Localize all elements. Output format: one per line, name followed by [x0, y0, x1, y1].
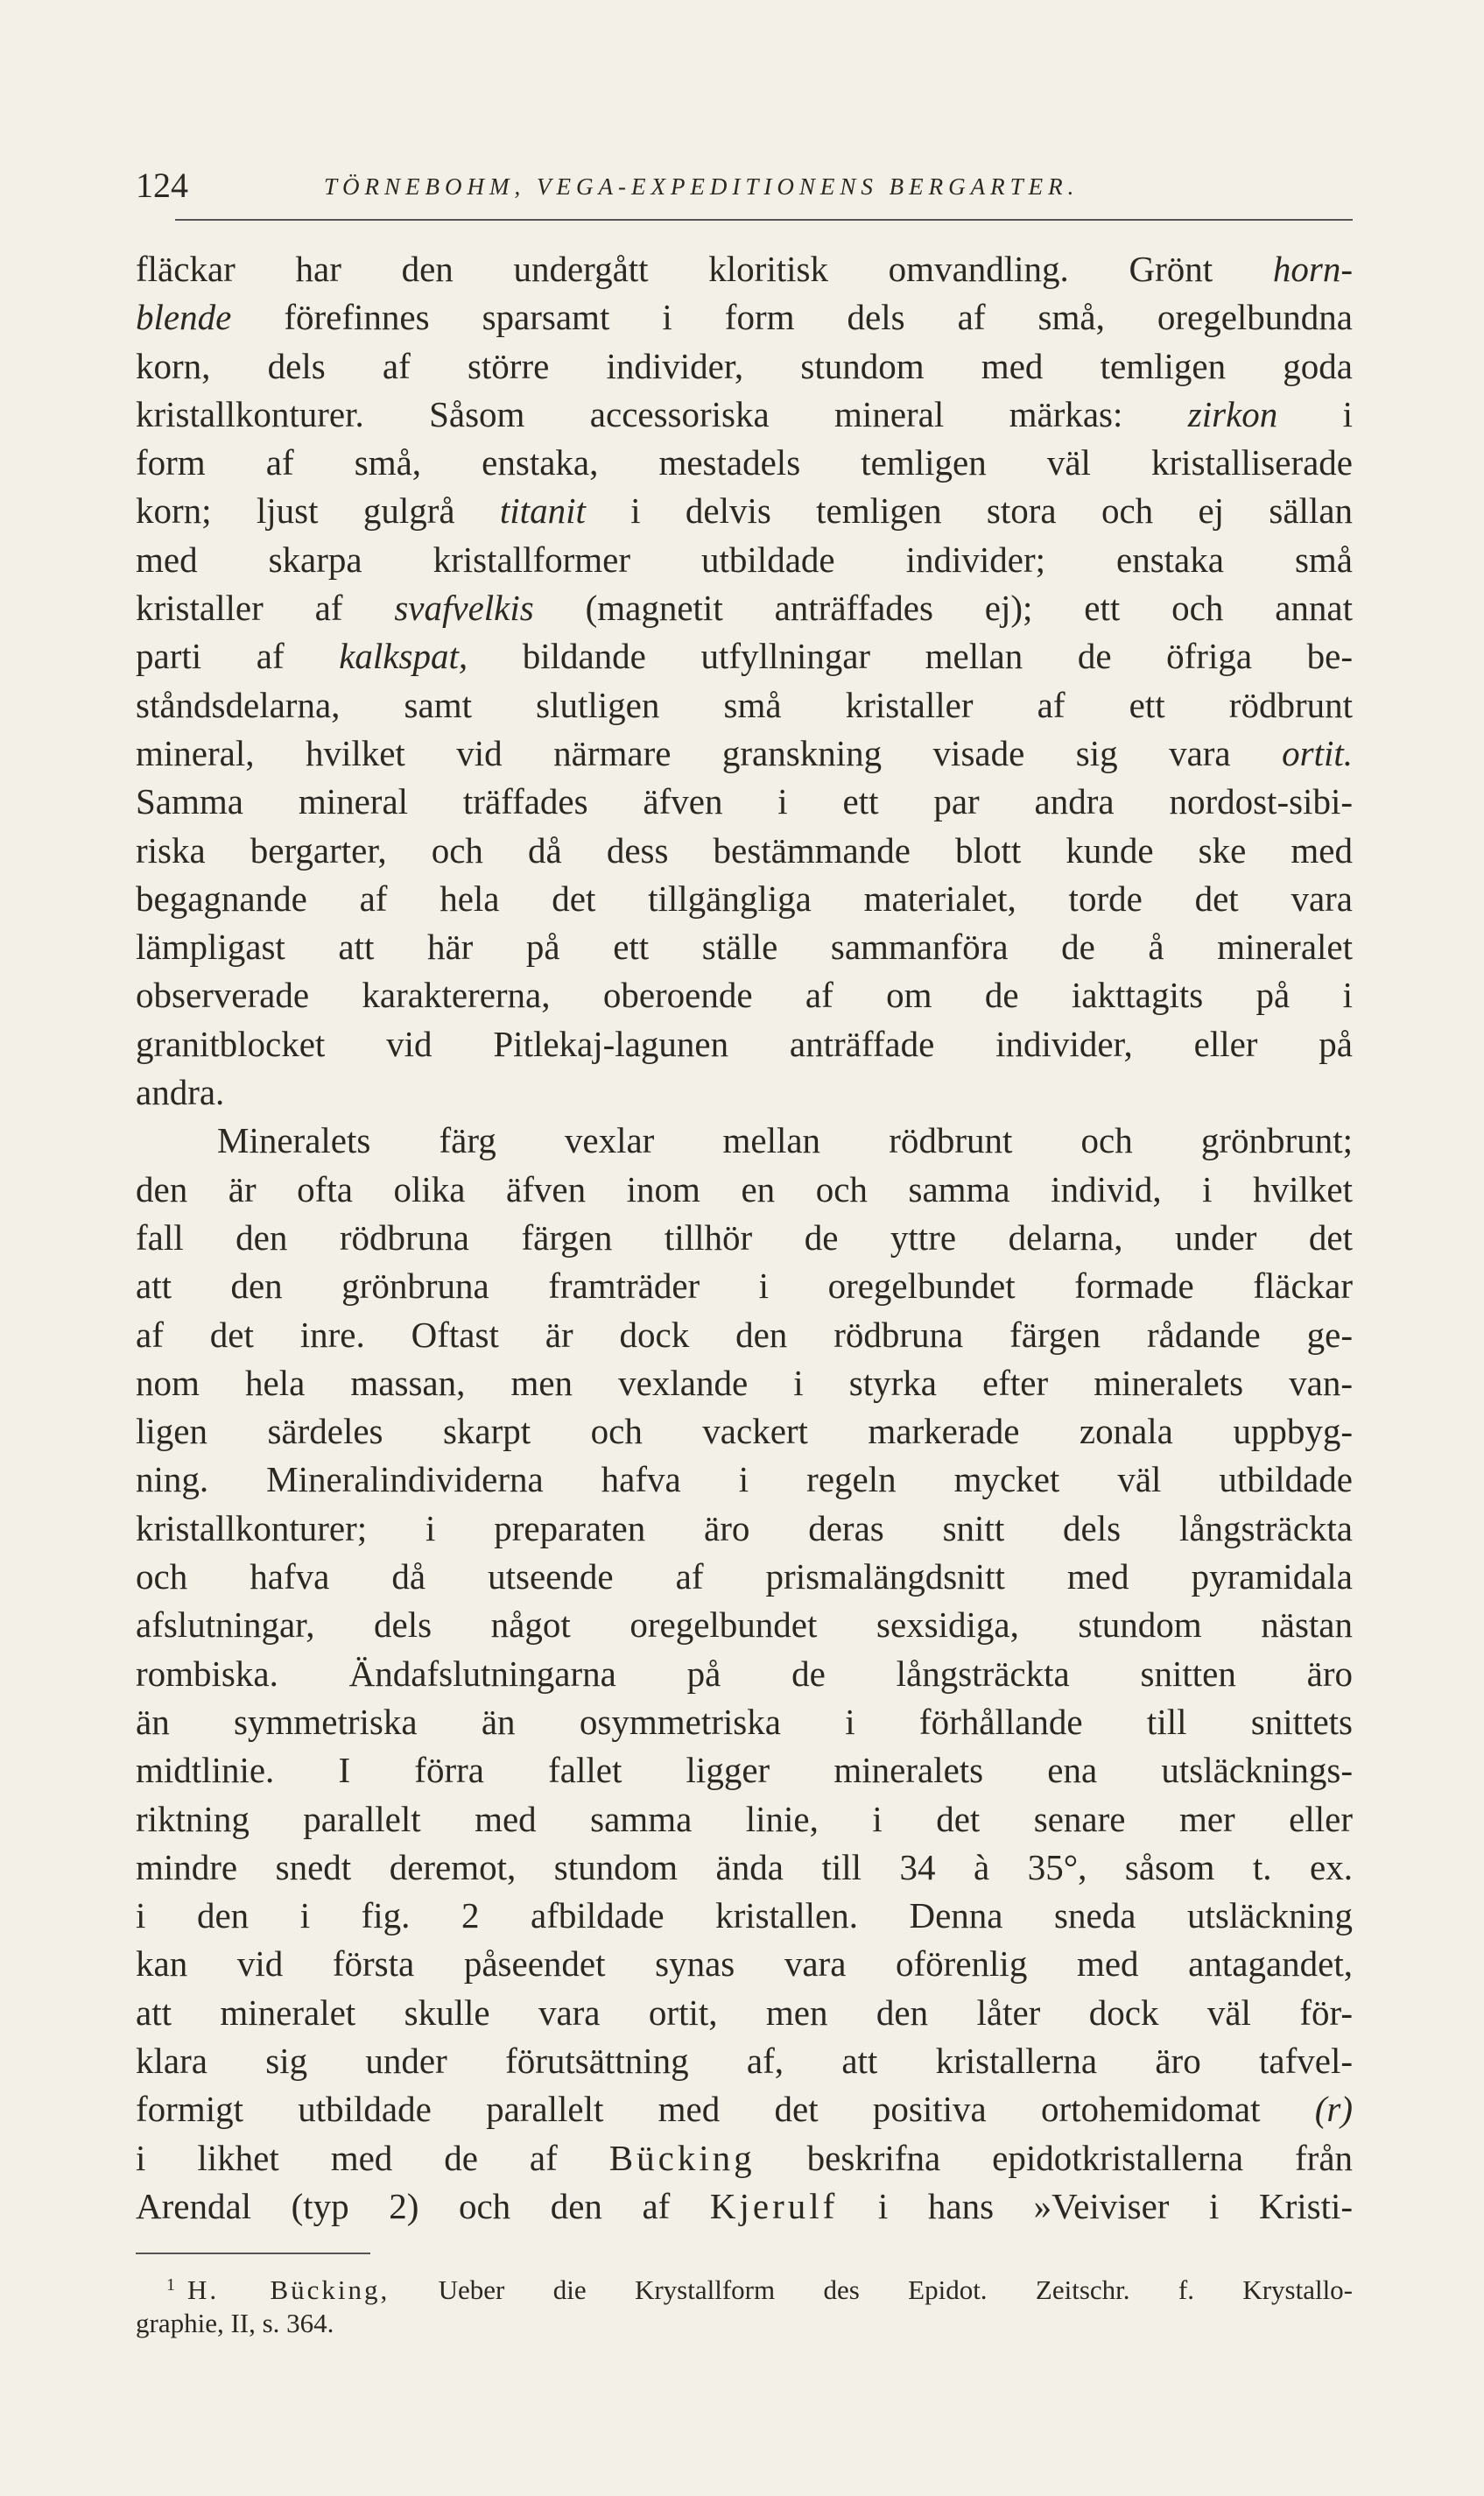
text-line: och hafva då utseende af prismalängdsnitt med pyramidala: [136, 1556, 1353, 1597]
text-line: nom hela massan, men vexlande i styrka efter mineralets van-: [136, 1362, 1353, 1403]
text-line: kan vid första påseendet synas vara oförenlig med antagandet,: [136, 1943, 1353, 1985]
body-text: [136, 245, 1353, 2231]
footnote: [136, 2266, 1353, 2343]
text-line: att mineralet skulle vara ortit, men den låter dock väl för-: [136, 1992, 1353, 2033]
footnote-marker: 1: [166, 2275, 175, 2295]
text-line: af det inre. Oftast är dock den rödbruna färgen rådande ge-: [136, 1314, 1353, 1355]
text-line: i den i fig. 2 afbildade kristallen. Denna sneda utsläckning: [136, 1895, 1353, 1936]
text-line: granitblocket vid Pitlekaj-lagunen anträffade individer, eller på: [136, 1023, 1353, 1064]
text-line: korn; ljust gulgrå titanit i delvis temligen stora och ej sällan: [136, 490, 1354, 532]
text-line: mineral, hvilket vid närmare granskning visade sig vara ortit.: [136, 732, 1353, 773]
text-line: ning. Mineralindividerna hafva i regeln mycket väl utbildade: [136, 1459, 1353, 1500]
text-line: formigt utbildade parallelt med det positiva ortohemidomat (r): [136, 2089, 1353, 2130]
text-line: ligen särdeles skarpt och vackert markerade zonala uppbyg-: [136, 1411, 1353, 1452]
text-line: lämpligast att här på ett ställe sammanföra de å mineralet: [136, 927, 1353, 968]
text-line: i likhet med de af Bücking beskrifna epidotkristallerna från: [136, 2137, 1354, 2178]
footnote-line: $^1$ H. Bücking, Ueber die Krystallform des Epidot. Zeitschr. f. Krystallo-: [166, 2274, 1354, 2305]
text-line: klara sig under förutsättning af, att kristallerna äro tafvel-: [136, 2040, 1353, 2081]
text-line: mindre snedt deremot, stundom ända till 34 à 35°, såsom t. ex.: [136, 1846, 1353, 1887]
paragraph-start-line: Mineralets färg vexlar mellan rödbrunt och grönbrunt;: [217, 1120, 1353, 1161]
text-line: kristallkonturer. Såsom accessoriska mineral märkas: zirkon i: [136, 393, 1354, 434]
text-line: parti af kalkspat, bildande utfyllningar mellan de öfriga be-: [136, 636, 1353, 677]
text-line: form af små, enstaka, mestadels temligen väl kristalliserade: [136, 442, 1353, 483]
text-line: kristaller af svafvelkis (magnetit anträffades ej); ett och annat: [136, 588, 1354, 629]
text-line: rombiska. Ändafslutningarna på de långsträckta snitten äro: [136, 1653, 1353, 1694]
page-number: 124: [136, 166, 188, 205]
text-line: att den grönbruna framträder i oregelbundet formade fläckar: [136, 1266, 1353, 1307]
text-line: afslutningar, dels något oregelbundet sexsidiga, stundom nästan: [136, 1604, 1353, 1646]
text-line: korn, dels af större individer, stundom med temligen goda: [136, 345, 1353, 386]
footnote-rule: [136, 2253, 370, 2254]
text-line: blende förefinnes sparsamt i form dels af små, oregelbundna: [136, 297, 1353, 338]
text-line: andra.: [136, 1072, 225, 1113]
text-line: den är ofta olika äfven inom en och samma individ, i hvilket: [136, 1168, 1353, 1209]
text-line: riska bergarter, och då dess bestämmande blott kunde ske med: [136, 829, 1353, 871]
header-rule: [175, 219, 1353, 221]
text-line: Samma mineral träffades äfven i ett par andra nordost-sibi-: [136, 781, 1353, 822]
text-line: observerade karaktererna, oberoende af om de iakttagits på i: [136, 975, 1353, 1016]
footnote-line: graphie, II, s. 364.: [136, 2308, 334, 2338]
text-line: Arendal (typ 2) och den af Kjerulf i hans »Veiviser i Kristi-: [136, 2185, 1354, 2226]
text-line: ståndsdelarna, samt slutligen små kristaller af ett rödbrunt: [136, 684, 1353, 725]
text-line: midtlinie. I förra fallet ligger mineralets ena utsläcknings-: [136, 1750, 1353, 1791]
text-line: fall den rödbruna färgen tillhör de yttre delarna, under det: [136, 1216, 1353, 1258]
text-line: med skarpa kristallformer utbildade individer; enstaka små: [136, 539, 1353, 580]
text-line: än symmetriska än osymmetriska i förhållande till snittets: [136, 1701, 1353, 1742]
running-head: TÖRNEBOHM, VEGA-EXPEDITIONENS BERGARTER.: [324, 173, 1080, 200]
text-line: kristallkonturer; i preparaten äro deras snitt dels långsträckta: [136, 1507, 1353, 1548]
text-line: riktning parallelt med samma linie, i det senare mer eller: [136, 1798, 1353, 1839]
text-line: begagnande af hela det tillgängliga materialet, torde det vara: [136, 878, 1353, 919]
text-line: fläckar har den undergått kloritisk omvandling. Grönt horn-: [136, 249, 1353, 289]
page-header: [136, 165, 1353, 208]
